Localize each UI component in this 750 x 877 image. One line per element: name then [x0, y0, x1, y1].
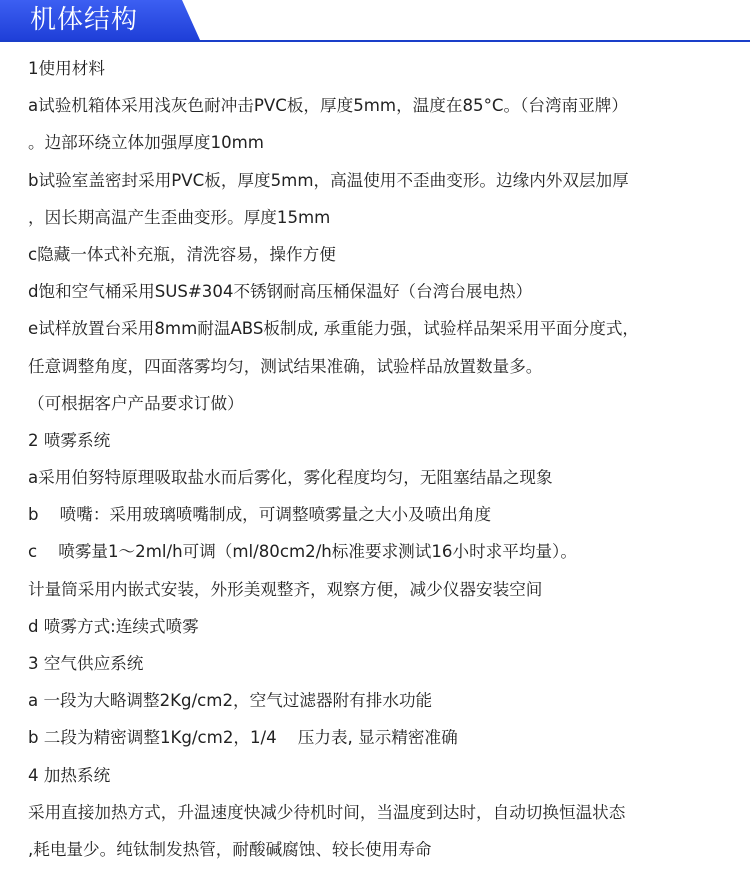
text-line-heating-heading: 4 加热系统 [28, 765, 111, 785]
text-line-d-air-tank: d饱和空气桶采用SUS#304不锈钢耐高压桶保温好（台湾台展电热） [28, 282, 533, 302]
text-line-spray-c-cont: 计量筒采用内嵌式安装，外形美观整齐，观察方便，减少仪器安装空间 [28, 579, 543, 599]
text-line-heating-desc-cont: ,耗电量少。纯钛制发热管，耐酸碱腐蚀、较长使用寿命 [28, 839, 432, 859]
text-line-air-a: a 一段为大略调整2Kg/cm2，空气过滤器附有排水功能 [28, 691, 433, 711]
text-line-air-heading: 3 空气供应系统 [28, 654, 144, 673]
section-header [0, 0, 750, 42]
text-line-c-bottle: c隐藏一体式补充瓶，清洗容易，操作方便 [28, 244, 336, 264]
text-line-materials-heading: 1使用材料 [28, 59, 105, 78]
text-line-b-lid-cont: ，因长期高温产生歪曲变形。厚度15mm [28, 207, 331, 227]
text-line-e-sample-table-cont: 任意调整角度，四面落雾均匀，测试结果准确，试验样品放置数量多。 [28, 356, 543, 376]
text-line-spray-heading: 2 喷雾系统 [28, 430, 111, 450]
text-line-b-lid: b试验室盖密封采用PVC板，厚度5mm，高温使用不歪曲变形。边缘内外双层加厚 [28, 170, 629, 190]
text-line-spray-a: a采用伯努特原理吸取盐水而后雾化，雾化程度均匀，无阻塞结晶之现象 [28, 468, 553, 488]
text-line-a-cabinet: a试验机箱体采用浅灰色耐冲击PVC板，厚度5mm，温度在85°C。（台湾南亚牌） [28, 96, 628, 116]
text-line-spray-c: c 喷雾量1～2ml/h可调（ml/80cm2/h标准要求测试16小时求平均量）。 [28, 542, 577, 562]
text-line-a-cabinet-cont: 。边部环绕立体加强厚度10mm [28, 133, 264, 153]
spec-text-block [28, 50, 746, 868]
text-line-heating-desc: 采用直接加热方式，升温速度快减少待机时间，当温度到达时，自动切换恒温状态 [28, 802, 626, 822]
text-line-spray-d: d 喷雾方式:连续式喷雾 [28, 616, 199, 636]
text-line-e-sample-table: e试样放置台采用8mm耐温ABS板制成, 承重能力强，试验样品架采用平面分度式， [28, 319, 640, 339]
text-line-air-b: b 二段为精密调整1Kg/cm2，1/4 压力表, 显示精密准确 [28, 728, 458, 748]
section-title: 机体结构 [30, 5, 139, 35]
text-line-spray-b: b 喷嘴：采用玻璃喷嘴制成，可调整喷雾量之大小及喷出角度 [28, 505, 492, 525]
text-line-custom-note: （可根据客户产品要求订做） [28, 393, 244, 413]
